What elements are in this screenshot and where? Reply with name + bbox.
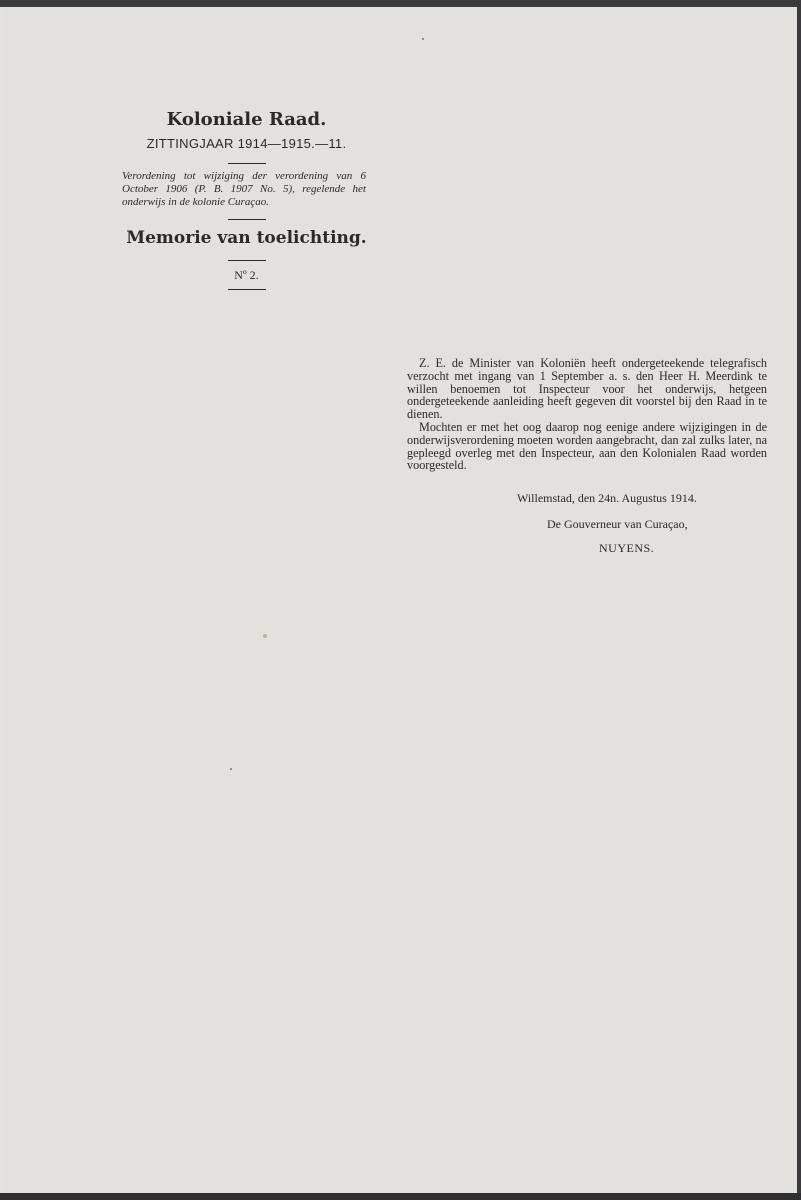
paper-sheet	[4, 7, 795, 1193]
ordinance-subject: Verordening tot wijziging der verordening van 6 October 1906 (P. B. 1907 No. 5), regelende het onderwijs in de kolonie Curaçao.	[122, 170, 366, 208]
divider-rule	[228, 219, 266, 220]
scan-border-right	[797, 0, 801, 1200]
scan-border-bottom	[0, 1193, 801, 1200]
divider-rule	[228, 260, 266, 261]
body-block	[407, 356, 767, 555]
paper-speck	[422, 38, 424, 40]
header-block	[114, 107, 379, 296]
council-title: Koloniale Raad.	[166, 109, 327, 130]
divider-rule	[228, 289, 266, 290]
paper-speck	[263, 634, 267, 638]
scan-border-top	[0, 0, 801, 7]
divider-rule	[228, 163, 266, 164]
document-number: Nº 2.	[234, 268, 259, 282]
body-paragraph: Z. E. de Minister van Koloniën heeft ondergeteekende telegrafisch verzocht met ingang van 1 September a. s. den Heer H. Meerdink te willen benoemen tot Inspecteur voor het onderwijs, hetgeen ondergeteekende aanleiding heeft gegeven dit voorstel bij den Raad in te dienen.	[407, 356, 767, 422]
place-date: Willemstad, den 24n. Augustus 1914.	[517, 491, 697, 505]
paper-speck	[230, 768, 232, 770]
memorandum-heading: Memorie van toelichting.	[126, 228, 367, 248]
signer-title: De Gouverneur van Curaçao,	[547, 517, 688, 531]
body-paragraph: Mochten er met het oog daarop nog eenige andere wijzigingen in de onderwijsverordening moeten worden aangebracht, dan zal zulks later, na gepleegd overleg met den Inspecteur, aan den Kolonialen Raad worden voorgesteld.	[407, 419, 767, 473]
session-year: ZITTINGJAAR 1914—1915.—11.	[146, 136, 347, 151]
signer-name: NUYENS.	[599, 541, 655, 555]
